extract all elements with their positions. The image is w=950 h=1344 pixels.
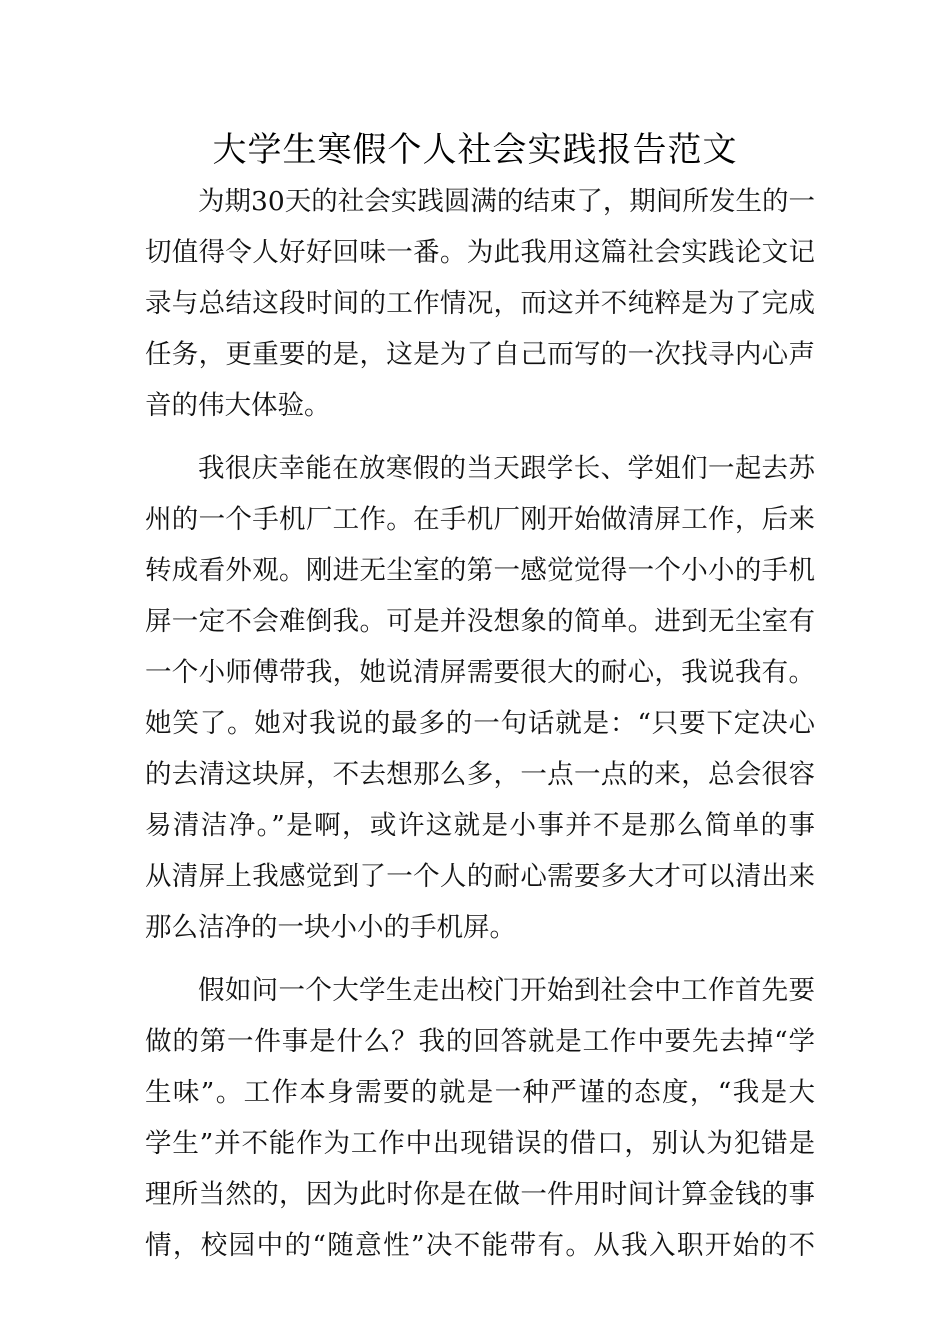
text-line: 生味”。工作本身需要的就是一种严谨的态度，“我是大 [145,1077,815,1108]
paragraph-2 [145,443,815,953]
paragraph-1 [145,176,815,431]
text-line: 做的第一件事是什么？我的回答就是工作中要先去掉“学 [145,1026,815,1057]
text-line: 她笑了。她对我说的最多的一句话就是：“只要下定决心 [145,708,815,739]
text-line: 音的伟大体验。 [145,390,331,421]
text-line: 一个小师傅带我，她说清屏需要很大的耐心，我说我有。 [145,657,815,688]
text-line: 为期30天的社会实践圆满的结束了，期间所发生的一 [198,186,815,217]
text-line: 我很庆幸能在放寒假的当天跟学长、学姐们一起去苏 [198,453,815,484]
text-line: 转成看外观。刚进无尘室的第一感觉觉得一个小小的手机 [145,555,815,586]
text-line: 学生”并不能作为工作中出现错误的借口，别认为犯错是 [145,1128,815,1159]
paragraph-3 [145,965,815,1271]
text-line: 情，校园中的“随意性”决不能带有。从我入职开始的不 [145,1230,815,1261]
text-line: 屏一定不会难倒我。可是并没想象的简单。进到无尘室有 [145,606,815,637]
text-line: 切值得令人好好回味一番。为此我用这篇社会实践论文记 [145,237,815,268]
text-line: 任务，更重要的是，这是为了自己而写的一次找寻内心声 [145,339,815,370]
document-title: 大学生寒假个人社会实践报告范文 [212,130,738,170]
document-body [145,176,815,1271]
text-line: 从清屏上我感觉到了一个人的耐心需要多大才可以清出来 [145,861,815,892]
text-line: 录与总结这段时间的工作情况，而这并不纯粹是为了完成 [145,288,815,319]
text-line: 的去清这块屏，不去想那么多，一点一点的来，总会很容 [145,759,815,790]
text-line: 理所当然的，因为此时你是在做一件用时间计算金钱的事 [145,1179,815,1210]
text-line: 州的一个手机厂工作。在手机厂刚开始做清屏工作，后来 [145,504,815,535]
text-line: 假如问一个大学生走出校门开始到社会中工作首先要 [198,975,815,1006]
text-line: 易清洁净。”是啊，或许这就是小事并不是那么简单的事 [145,810,815,841]
text-line: 那么洁净的一块小小的手机屏。 [145,912,516,943]
